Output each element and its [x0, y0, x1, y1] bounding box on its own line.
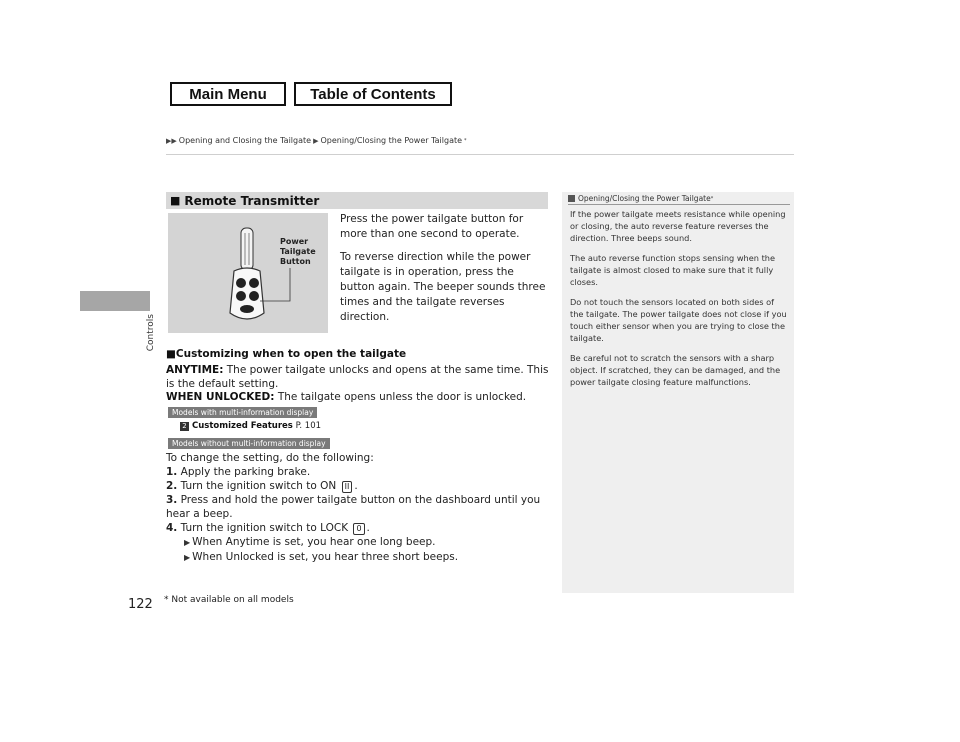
- page-number: 122: [128, 597, 153, 612]
- step-2-end: .: [354, 480, 358, 492]
- notes-title: [568, 194, 790, 205]
- step-2-text: Turn the ignition switch to ON: [177, 480, 340, 492]
- breadcrumb: [166, 136, 467, 145]
- xref-page: P. 101: [292, 421, 322, 431]
- reference-arrow-icon: 2: [180, 422, 189, 431]
- step-1: [166, 465, 566, 479]
- footnote: * Not available on all models: [164, 595, 294, 605]
- intro-text: [340, 212, 550, 325]
- step-3-text: Press and hold the power tailgate button on the dashboard until you hear a beep.: [166, 494, 541, 520]
- step-2: [166, 479, 566, 493]
- note-paragraph-2: The auto reverse function stops sensing when the tailgate is almost closed to make sure that it fully closes.: [570, 253, 776, 287]
- intro-paragraph-1: Press the power tailgate button for more than one second to operate.: [340, 213, 524, 240]
- callout-line-1: Power: [280, 237, 309, 246]
- callout-line-3: Button: [280, 257, 311, 266]
- notes-title-asterisk: *: [710, 195, 714, 202]
- note-paragraph-1: If the power tailgate meets resistance while opening or closing, the auto reverse feature reverses the direction. Three beeps sound.: [570, 209, 786, 243]
- step-3-number: 3.: [166, 494, 178, 506]
- when-unlocked-label: WHEN UNLOCKED:: [166, 391, 275, 403]
- main-menu-button[interactable]: Main Menu: [170, 82, 286, 106]
- result-anytime: [166, 535, 566, 550]
- result-arrow-icon: ▶: [184, 553, 191, 562]
- step-4-text: Turn the ignition switch to LOCK: [177, 522, 352, 534]
- step-1-number: 1.: [166, 466, 178, 478]
- table-of-contents-button[interactable]: Table of Contents: [294, 82, 452, 106]
- step-4-end: .: [366, 522, 370, 534]
- anytime-description: The power tailgate unlocks and opens at the same time. This is the default setting.: [166, 364, 549, 390]
- result-anytime-text: When Anytime is set, you hear one long beep.: [192, 536, 436, 548]
- step-1-text: Apply the parking brake.: [177, 466, 311, 478]
- customized-features-link[interactable]: [180, 421, 321, 431]
- notes-panel: [562, 192, 794, 593]
- step-2-number: 2.: [166, 480, 178, 492]
- customizing-heading: ■Customizing when to open the tailgate: [166, 348, 407, 360]
- when-unlocked-description: The tailgate opens unless the door is unlocked.: [274, 391, 527, 403]
- models-with-display-badge: Models with multi-information display: [168, 407, 317, 418]
- section-label: Controls: [146, 314, 156, 352]
- section-title: Remote Transmitter: [184, 193, 320, 208]
- models-without-display-badge: Models without multi-information display: [168, 438, 330, 449]
- when-unlocked-option: [166, 390, 556, 404]
- ignition-on-icon: II: [342, 481, 353, 493]
- breadcrumb-item-power-tailgate[interactable]: Opening/Closing the Power Tailgate: [320, 136, 463, 145]
- note-paragraph-4: Be careful not to scratch the sensors with a sharp object. If scratched, they can be damaged, and the power tailgate closing feature malfunctions.: [570, 353, 781, 387]
- breadcrumb-arrow-icon: ▶▶: [166, 136, 177, 145]
- result-unlocked: [166, 550, 566, 565]
- callout-line-2: Tailgate: [280, 247, 316, 256]
- notes-title-text: Opening/Closing the Power Tailgate: [578, 194, 711, 203]
- key-fob-icon: [168, 213, 328, 333]
- section-heading: [166, 192, 548, 209]
- step-3: [166, 493, 566, 521]
- result-arrow-icon: ▶: [184, 538, 191, 547]
- breadcrumb-arrow-icon: ▶: [313, 136, 319, 145]
- procedure-steps: [166, 451, 566, 565]
- section-tab-marker: [80, 291, 150, 311]
- note-icon: [568, 195, 575, 202]
- step-4: [166, 521, 566, 535]
- note-paragraph-3: Do not touch the sensors located on both sides of the tailgate. The power tailgate does not close if you touch either sensor when you are trying to close the tailgate.: [570, 297, 787, 343]
- step-4-number: 4.: [166, 522, 178, 534]
- breadcrumb-asterisk: *: [464, 137, 467, 144]
- notes-body: [570, 208, 790, 388]
- intro-paragraph-2: To reverse direction while the power tailgate is in operation, press the button again. The beeper sounds three times and the tailgate reverses direction.: [340, 251, 546, 323]
- breadcrumb-item-tailgate[interactable]: Opening and Closing the Tailgate: [178, 136, 312, 145]
- xref-title[interactable]: Customized Features: [192, 421, 293, 431]
- square-bullet-icon: ■: [170, 194, 181, 207]
- result-unlocked-text: When Unlocked is set, you hear three short beeps.: [192, 551, 459, 563]
- anytime-label: ANYTIME:: [166, 364, 224, 376]
- power-tailgate-button-callout: [280, 237, 316, 267]
- steps-intro: To change the setting, do the following:: [166, 452, 374, 464]
- ignition-lock-icon: 0: [353, 523, 364, 535]
- remote-transmitter-illustration: [168, 213, 328, 333]
- anytime-option: [166, 363, 556, 391]
- header-divider: [166, 154, 794, 155]
